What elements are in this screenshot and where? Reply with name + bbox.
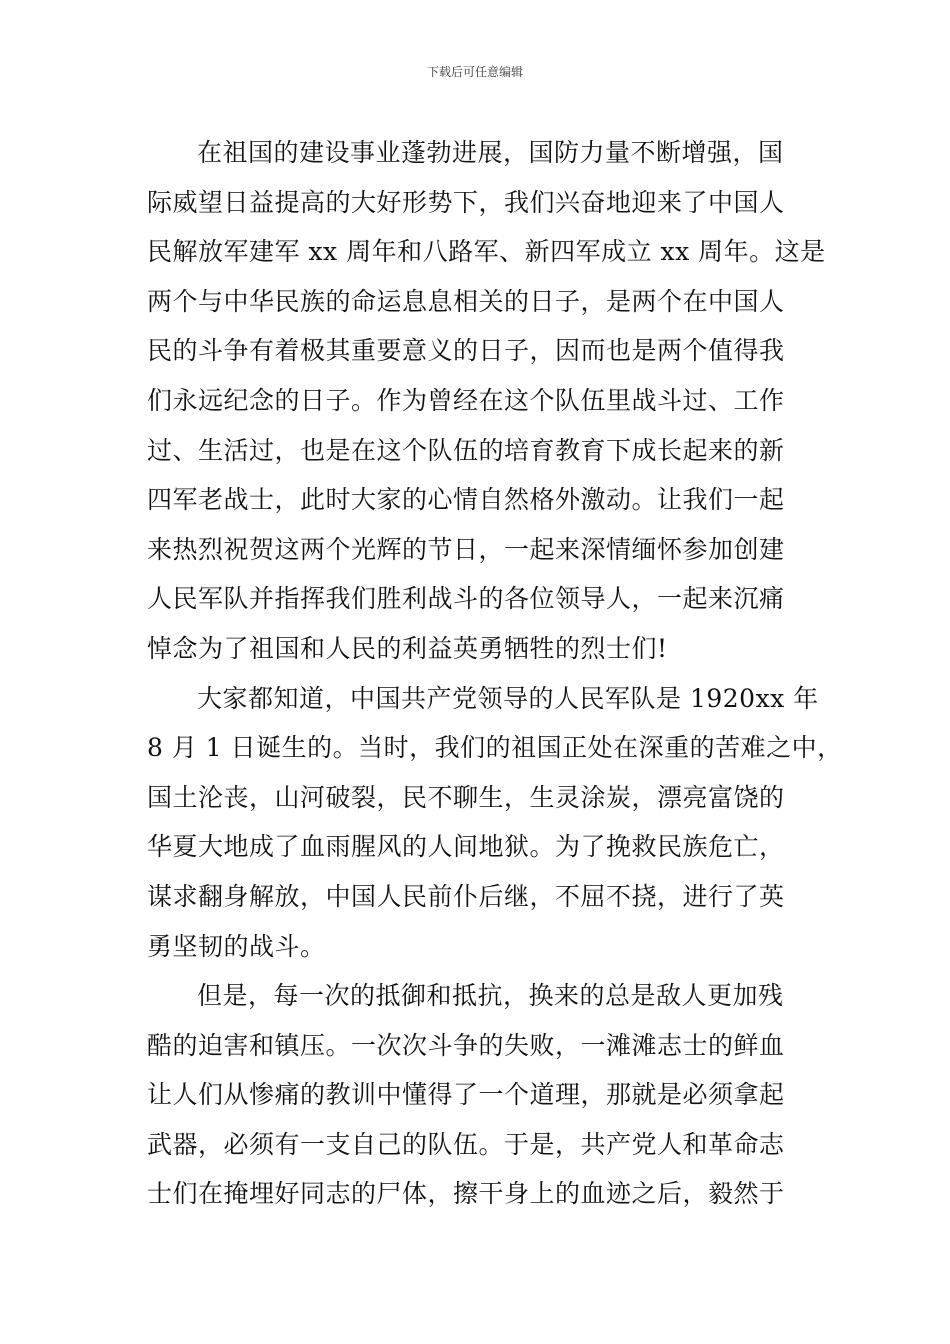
paragraph-3: [147, 971, 807, 1219]
paragraph-1: [147, 128, 826, 674]
text-line: 们永远纪念的日子。作为曾经在这个队伍里战斗过、工作: [147, 385, 785, 415]
text-line: 大家都知道，中国共产党领导的人民军队是 1920xx 年: [197, 683, 819, 713]
text-line: 让人们从惨痛的教训中懂得了一个道理，那就是必须拿起: [147, 1080, 785, 1110]
text-line: 际威望日益提高的大好形势下，我们兴奋地迎来了中国人: [147, 187, 785, 217]
text-line: 人民军队并指挥我们胜利战斗的各位领导人，一起来沉痛: [147, 584, 785, 614]
text-line: 过、生活过，也是在这个队伍的培育教育下成长起来的新: [147, 435, 785, 465]
text-line: 酷的迫害和镇压。一次次斗争的失败，一滩滩志士的鲜血: [147, 1030, 785, 1060]
text-line: 两个与中华民族的命运息息相关的日子，是两个在中国人: [147, 286, 785, 316]
text-line: 国土沦丧，山河破裂，民不聊生，生灵涂炭，漂亮富饶的: [147, 782, 785, 812]
text-line: 但是，每一次的抵御和抵抗，换来的总是敌人更加残: [197, 981, 784, 1011]
text-line: 来热烈祝贺这两个光辉的节日，一起来深情缅怀参加创建: [147, 534, 785, 564]
text-line: 四军老战士，此时大家的心情自然格外激动。让我们一起: [147, 485, 785, 515]
text-line: 士们在掩埋好同志的尸体，擦干身上的血迹之后，毅然于: [147, 1179, 785, 1209]
paragraph-2: [147, 674, 843, 972]
page-header: 下载后可任意编辑: [426, 65, 523, 79]
text-line: 悼念为了祖国和人民的利益英勇牺牲的烈士们!: [147, 633, 668, 663]
document-body: [147, 128, 843, 1219]
text-line: 在祖国的建设事业蓬勃进展，国防力量不断增强，国: [197, 138, 784, 167]
text-line: 民解放军建军 xx 周年和八路军、新四军成立 xx 周年。这是: [147, 237, 826, 267]
text-line: 谋求翻身解放，中国人民前仆后继，不屈不挠，进行了英: [147, 881, 785, 911]
text-line: 华夏大地成了血雨腥风的人间地狱。为了挽救民族危亡，: [147, 832, 785, 862]
text-line: 勇坚韧的战斗。: [147, 931, 326, 961]
text-line: 8 月 1 日诞生的。当时，我们的祖国正处在深重的苦难之中，: [147, 733, 843, 763]
text-line: 民的斗争有着极其重要意义的日子，因而也是两个值得我: [147, 336, 785, 366]
text-line: 武器，必须有一支自己的队伍。于是，共产党人和革命志: [147, 1129, 785, 1159]
